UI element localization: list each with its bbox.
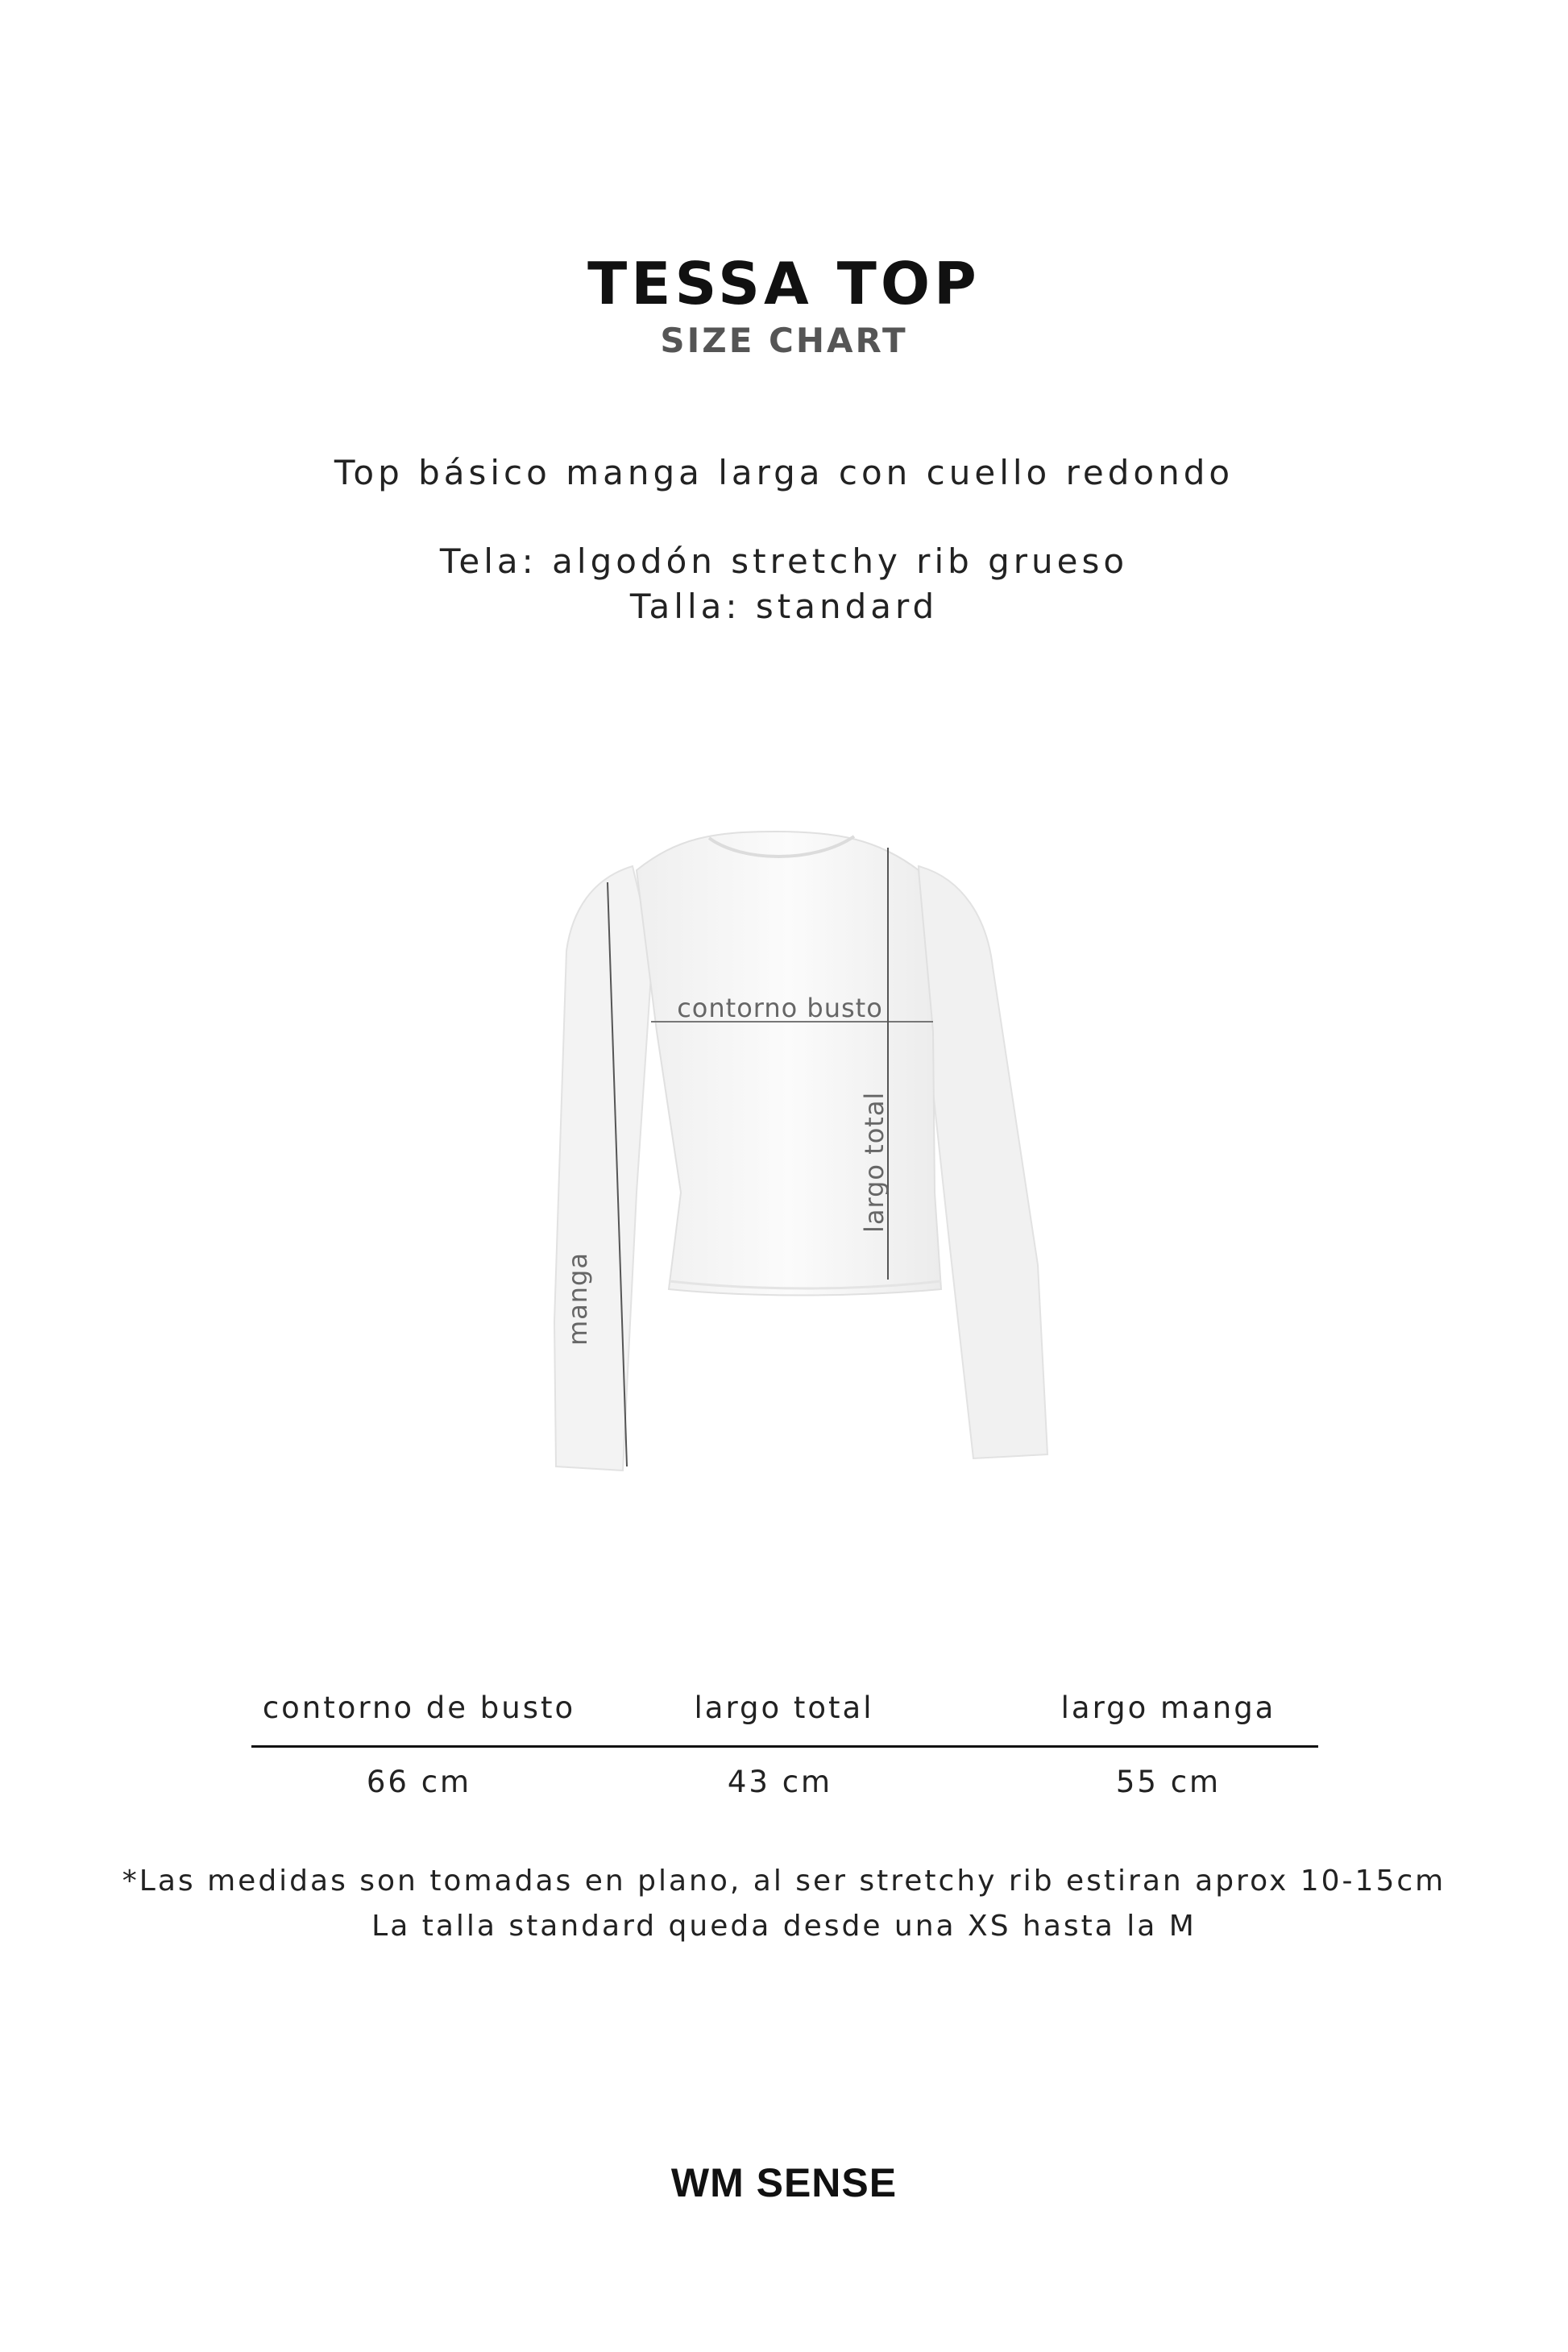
value-sleeve: 55 cm	[1115, 1765, 1222, 1799]
measurement-note: *Las medidas son tomadas en plano, al ser stretchy rib estiran aprox 10-15cm	[122, 1865, 1446, 1898]
right-sleeve	[919, 866, 1047, 1458]
bust-label: contorno busto	[677, 993, 883, 1023]
brand-name: WM SENSE	[670, 2160, 898, 2205]
column-header-sleeve: largo manga	[1060, 1690, 1276, 1725]
length-label: largo total	[859, 1091, 890, 1233]
fabric-info: Tela: algodón stretchy rib grueso	[439, 541, 1129, 581]
page-title: TESSA TOP	[587, 250, 981, 317]
page-subtitle: SIZE CHART	[660, 321, 908, 360]
size-range-note: La talla standard queda desde una XS hasta la M	[371, 1910, 1197, 1943]
garment-body	[637, 832, 941, 1296]
table-divider	[251, 1745, 1318, 1748]
garment-diagram	[0, 790, 1568, 1499]
value-length: 43 cm	[727, 1765, 833, 1799]
column-header-bust: contorno de busto	[262, 1690, 576, 1725]
column-header-length: largo total	[694, 1690, 874, 1725]
product-description: Top básico manga larga con cuello redondo	[334, 453, 1234, 492]
value-bust: 66 cm	[366, 1765, 472, 1799]
size-info: Talla: standard	[629, 587, 939, 626]
sleeve-label: manga	[562, 1252, 593, 1346]
left-sleeve	[554, 866, 653, 1471]
